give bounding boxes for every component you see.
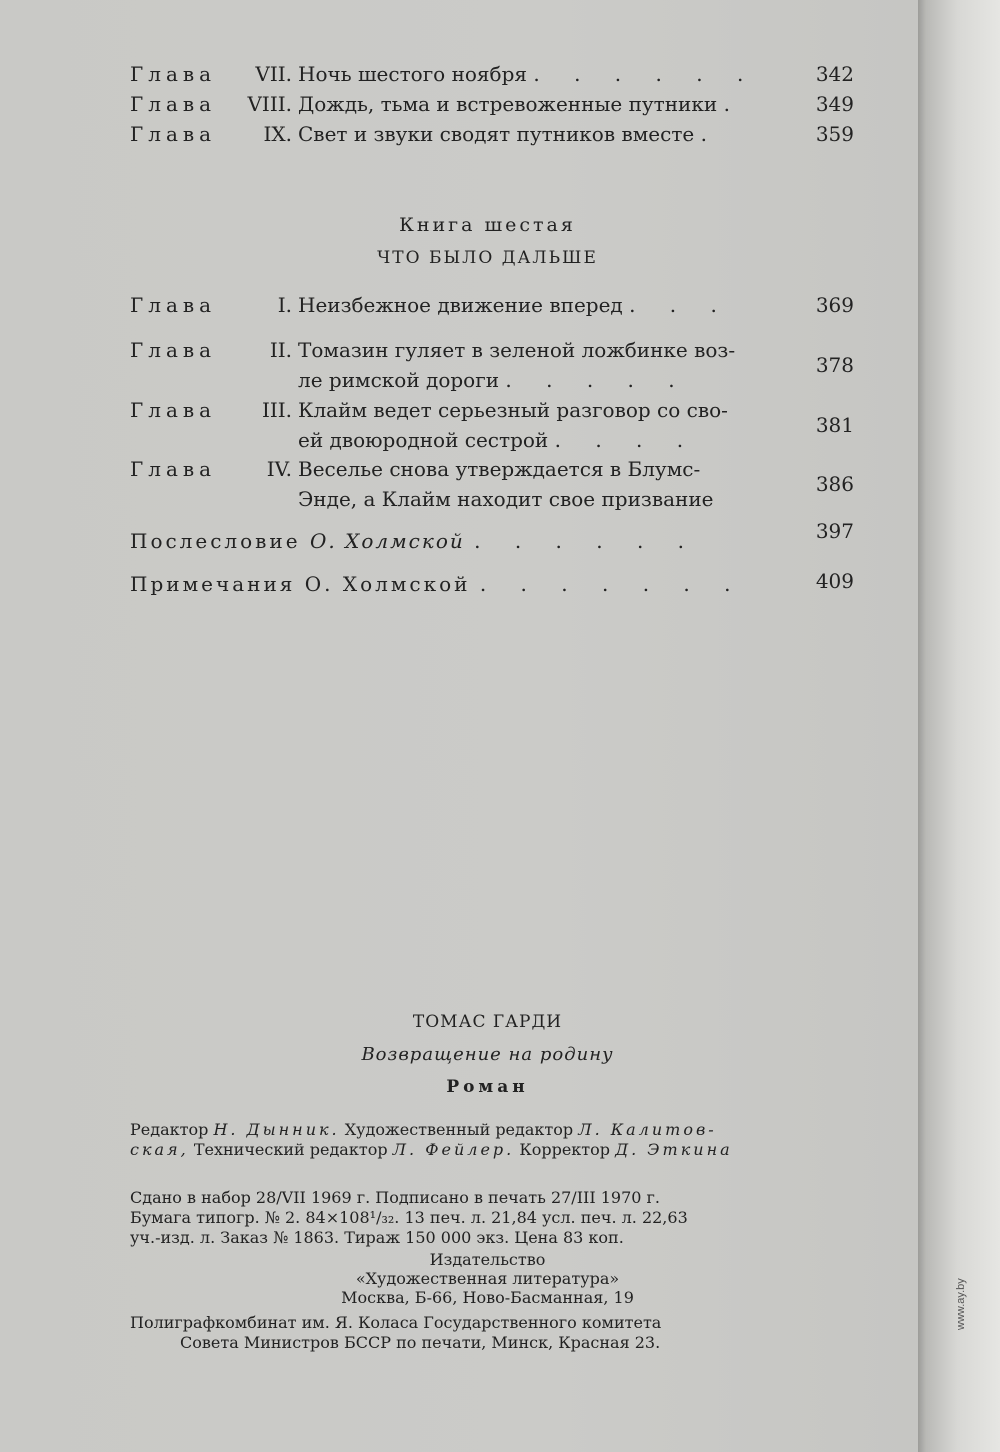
toc-entry-title-continued: ей двоюродной сестрой . . . . (298, 428, 698, 452)
toc-entry-label: Глава (130, 457, 217, 481)
toc-entry-title: Дождь, тьма и встревоженные путники . (298, 92, 744, 116)
toc-entry-page: 386 (815, 472, 854, 496)
author-name: ТОМАС ГАРДИ (412, 1012, 563, 1032)
credits: Редактор Н. Дынник. Художественный редактор Л. Калитов- ская, Технический редактор Л. Фейлер. Корректор Д. Эткина (130, 1120, 733, 1159)
toc-entry-page: 381 (815, 413, 854, 437)
toc-entry-label: Глава (130, 92, 217, 116)
watermark: www.ay.by (955, 1278, 967, 1330)
toc-entry-number: VIII. (247, 92, 292, 116)
printer-line: Совета Министров БССР по печати, Минск, Красная 23. (180, 1333, 661, 1352)
toc-entry-label: Глава (130, 398, 217, 422)
toc-entry-number: I. (277, 293, 292, 317)
toc-entry-title-continued: ле римской дороги . . . . . (298, 368, 689, 392)
print-info-line: Сдано в набор 28/VII 1969 г. Подписано в печать 27/III 1970 г. (130, 1188, 661, 1207)
toc-entry-number: IV. (266, 457, 292, 481)
toc-entry-label: Глава (130, 293, 217, 317)
toc-entry-title: Веселье снова утверждается в Блумс- (298, 457, 701, 481)
print-info-line: уч.-изд. л. Заказ № 1863. Тираж 150 000 экз. Цена 83 коп. (130, 1228, 624, 1247)
publisher-line: «Художественная литература» (355, 1269, 620, 1288)
toc-entry-number: III. (261, 398, 292, 422)
publisher-line: Издательство (429, 1250, 546, 1269)
notes-label: Примечания О. Холмской . . . . . . . (130, 572, 745, 596)
toc-entry-title: Неизбежное движение вперед . . . (298, 293, 731, 317)
toc-entry-number: VII. (255, 62, 292, 86)
toc-entry-number: II. (269, 338, 292, 362)
genre: Роман (446, 1077, 529, 1097)
toc-entry-title: Клайм ведет серьезный разговор со сво- (298, 398, 728, 422)
publisher (0, 1250, 975, 1307)
toc-entry-label: Глава (130, 62, 217, 86)
toc-entry-page: 359 (815, 122, 854, 146)
print-info-line: Бумага типогр. № 2. 84×108¹/₃₂. 13 печ. л. 21,84 усл. печ. л. 22,63 (130, 1208, 688, 1227)
toc-entry-title: Томазин гуляет в зеленой ложбинке воз- (298, 338, 736, 362)
toc-entry-page: 349 (815, 92, 854, 116)
publisher-line: Москва, Б-66, Ново-Басманная, 19 (341, 1288, 634, 1307)
toc-entry-label: Глава (130, 122, 217, 146)
toc-entry-number: IX. (263, 122, 292, 146)
toc-entry-label: Глава (130, 338, 217, 362)
notes-page: 409 (815, 569, 854, 593)
toc-entry-page: 369 (815, 293, 854, 317)
afterword-page: 397 (815, 519, 854, 543)
book-heading: Книга шестая (399, 214, 576, 236)
toc-entry-title-continued: Энде, а Клайм находит свое призвание (298, 487, 714, 511)
afterword-label: Послесловие О. Холмской . . . . . . (130, 529, 699, 553)
book-subheading: ЧТО БЫЛО ДАЛЬШЕ (377, 248, 598, 268)
toc-entry-title: Ночь шестого ноября . . . . . . (298, 62, 758, 86)
book-title: Возвращение на родину (361, 1044, 614, 1065)
printer-line: Полиграфкомбинат им. Я. Коласа Государственного комитета (130, 1313, 662, 1332)
toc-entry-title: Свет и звуки сводят путников вместе . (298, 122, 721, 146)
print-info (130, 1188, 870, 1248)
toc-entry-page: 378 (815, 353, 854, 377)
toc-entry-page: 342 (815, 62, 854, 86)
printer (130, 1313, 870, 1353)
